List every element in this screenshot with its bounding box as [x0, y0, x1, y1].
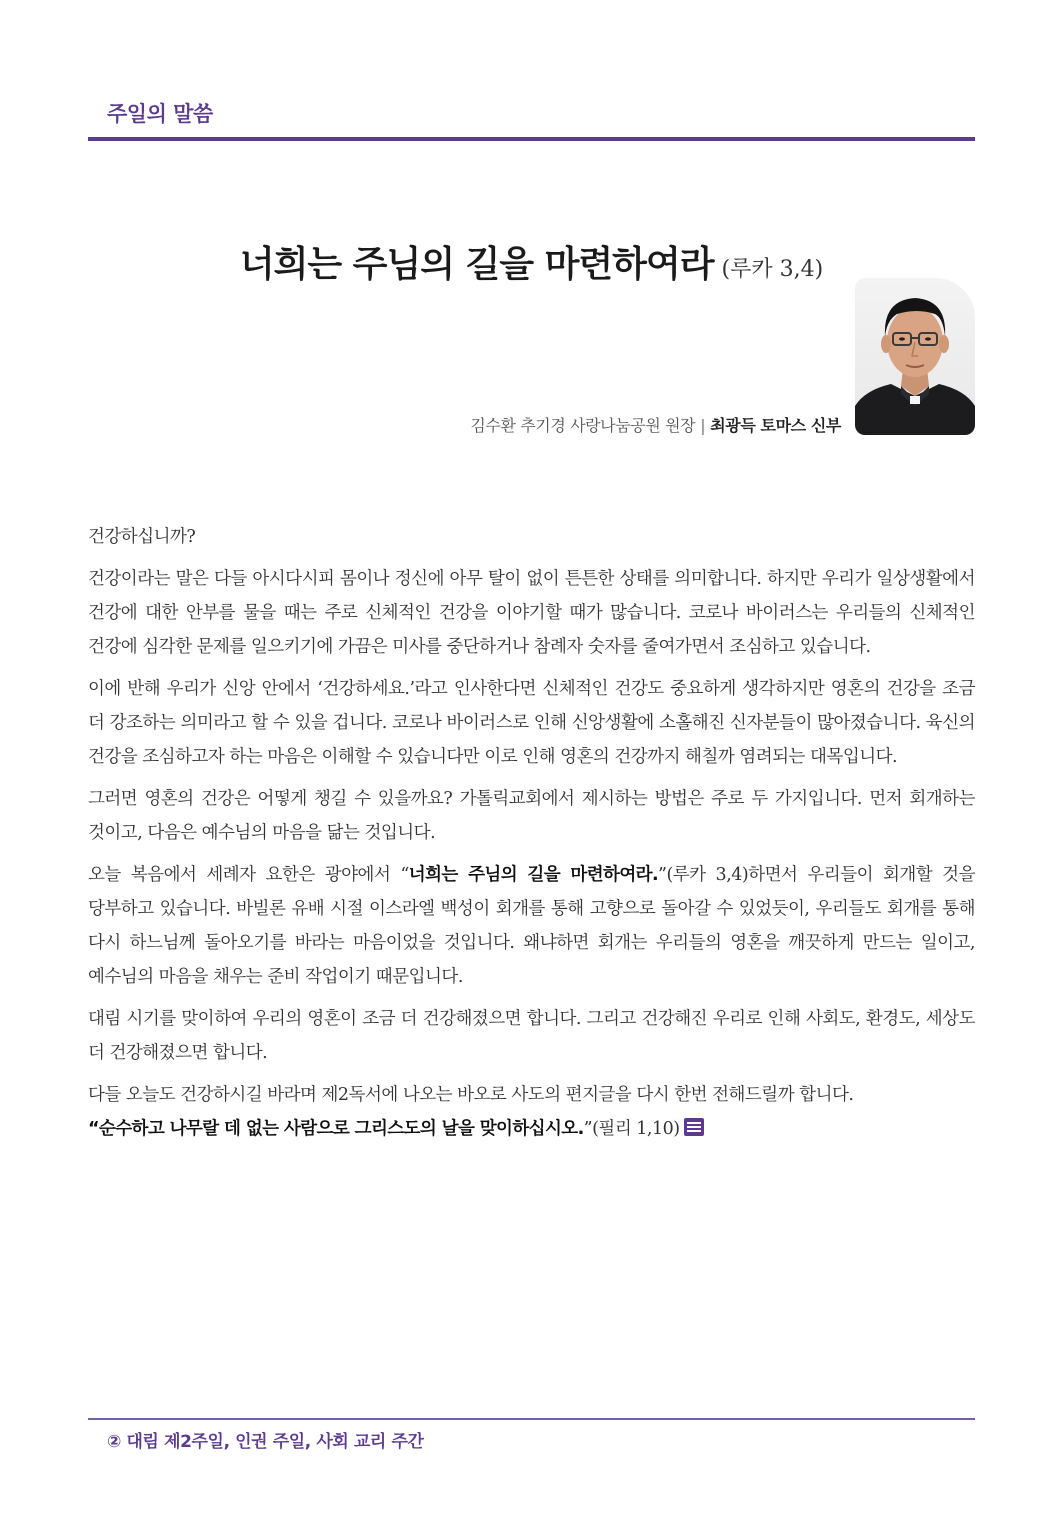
p7-reference: ”(필리 1,10) — [583, 1119, 680, 1139]
p4-lead: 오늘 복음에서 세례자 요한은 광야에서 “ — [88, 865, 409, 885]
p7-epistle-quote: “순수하고 나무랄 데 없는 사람으로 그리스도의 날을 맞이하십시오. — [88, 1119, 584, 1139]
author-name: 최광득 토마스 신부 — [710, 416, 841, 435]
section-label: 주일의 말씀 — [107, 102, 213, 126]
footer-page-info: ② 대림 제2주일, 인권 주일, 사회 교리 주간 — [107, 1432, 424, 1452]
body-paragraph-5: 대림 시기를 맞이하여 우리의 영혼이 조금 더 건강해졌으면 합니다. 그리고 건강해진 우리로 인해 사회도, 환경도, 세상도 더 건강해졌으면 합니다. — [88, 1009, 975, 1063]
end-of-article-mark-icon — [684, 1118, 704, 1136]
byline-separator: | — [700, 416, 706, 435]
bottom-divider — [88, 1418, 975, 1420]
title-main: 너희는 주님의 길을 마련하여라 — [239, 244, 714, 285]
body-paragraph-1: 건강이라는 말은 다들 아시다시피 몸이나 정신에 아무 탈이 없이 튼튼한 상태를 의미합니다. 하지만 우리가 일상생활에서 건강에 대한 안부를 물을 때는 주로 신체적인 건강을 이야기할 때가 많습니다. 코로나 바이러스는 우리들의 신체적인 건강에 심각한 문제를 일으키기에 가끔은 미사를 중단하거나 참례자 숫자를 줄여가면서 조심하고 있습니다. — [88, 569, 975, 657]
body-paragraph-6: 다들 오늘도 건강하시길 바라며 제2독서에 나오는 바오로 사도의 편지글을 다시 한번 전해드릴까 합니다. — [88, 1085, 854, 1105]
body-greeting: 건강하십니까? — [88, 527, 196, 547]
title-reference: (루카 3,4) — [721, 257, 824, 282]
article-body — [88, 520, 975, 1152]
body-paragraph-4 — [88, 858, 975, 994]
p4-rest: ”(루카 3,4)하면서 우리들이 회개할 것을 당부하고 있습니다. 바빌론 유배 시절 이스라엘 백성이 회개를 통해 고향으로 돌아갈 수 있었듯이, 우리들도 회개를 통해 다시 하느님께 돌아오기를 바라는 마음이었을 것입니다. 왜냐하면 회개는 우리들의 영혼을 깨끗하게 만드는 일이고, 예수님의 마음을 채우는 준비 작업이기 때문입니다. — [88, 865, 975, 987]
p4-gospel-quote: 너희는 주님의 길을 마련하여라. — [408, 865, 658, 885]
author-portrait — [855, 278, 975, 435]
body-paragraph-2: 이에 반해 우리가 신앙 안에서 ‘건강하세요.’라고 인사한다면 신체적인 건강도 중요하게 생각하지만 영혼의 건강을 조금 더 강조하는 의미라고 할 수 있을 겁니다. 코로나 바이러스로 인해 신앙생활에 소홀해진 신자분들이 많아졌습니다. 육신의 건강을 조심하고자 하는 마음은 이해할 수 있습니다만 이로 인해 영혼의 건강까지 해칠까 염려되는 대목입니다. — [88, 679, 975, 767]
author-role: 김수환 추기경 사랑나눔공원 원장 — [470, 416, 696, 435]
top-divider — [88, 137, 975, 141]
body-paragraph-7 — [88, 1112, 975, 1146]
body-paragraph-3: 그러면 영혼의 건강은 어떻게 챙길 수 있을까요? 가톨릭교회에서 제시하는 방법은 주로 두 가지입니다. 먼저 회개하는 것이고, 다음은 예수님의 마음을 닮는 것입니다. — [88, 789, 975, 843]
author-byline — [470, 413, 841, 436]
